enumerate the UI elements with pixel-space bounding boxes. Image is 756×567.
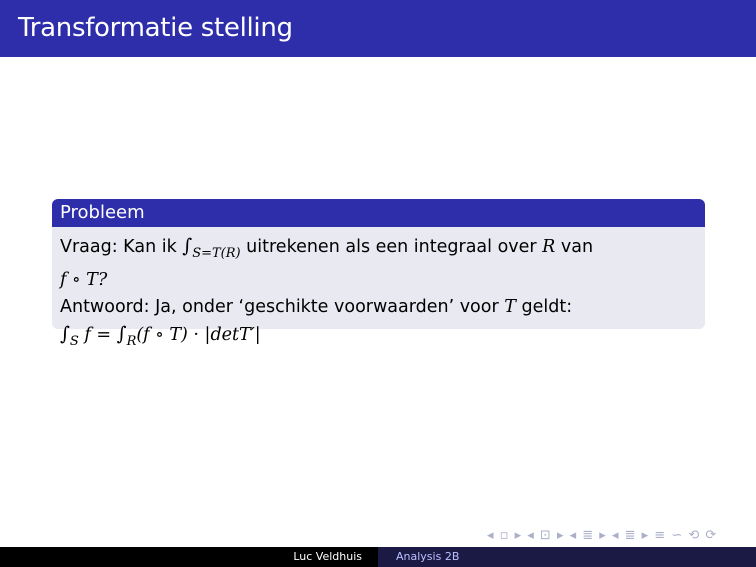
answer-suffix: geldt: — [515, 297, 573, 317]
problem-block — [52, 199, 705, 349]
question-line — [60, 233, 697, 267]
answer-prefix: Antwoord: Ja, onder ‘geschikte voorwaarden’ voor — [60, 297, 505, 317]
formula-end: (f ∘ T) · |detT′| — [136, 325, 261, 345]
footer — [0, 547, 756, 567]
block-body — [52, 227, 705, 349]
composition-line: f ∘ T? — [60, 270, 108, 290]
formula-line — [60, 321, 697, 355]
answer-variable: T — [504, 297, 516, 317]
slide-title: Transformatie stelling — [0, 0, 756, 57]
integral-symbol-left: ∫ — [60, 323, 70, 345]
footer-author: Luc Veldhuis — [0, 547, 378, 567]
integral-subscript-right: R — [126, 334, 137, 349]
formula-middle: f = — [78, 325, 117, 345]
beamer-navigation-icons[interactable]: ◂ ▫ ▸ ◂ ⊡ ▸ ◂ ≣ ▸ ◂ ≣ ▸ ≡ ∽ ⟲ ⟳ — [487, 528, 718, 543]
block-header: Probleem — [52, 199, 705, 227]
question-prefix: Vraag: Kan ik — [60, 237, 183, 257]
integral-symbol: ∫ — [182, 235, 193, 257]
integral-subscript: S=T(R) — [192, 246, 241, 261]
question-suffix: uitrekenen als een integraal over — [240, 237, 543, 257]
integral-symbol-right: ∫ — [116, 323, 127, 345]
question-end: van — [555, 237, 594, 257]
question-variable: R — [542, 237, 556, 257]
answer-line — [60, 294, 697, 321]
footer-course: Analysis 2B — [378, 547, 756, 567]
integral-subscript-left: S — [69, 334, 79, 349]
